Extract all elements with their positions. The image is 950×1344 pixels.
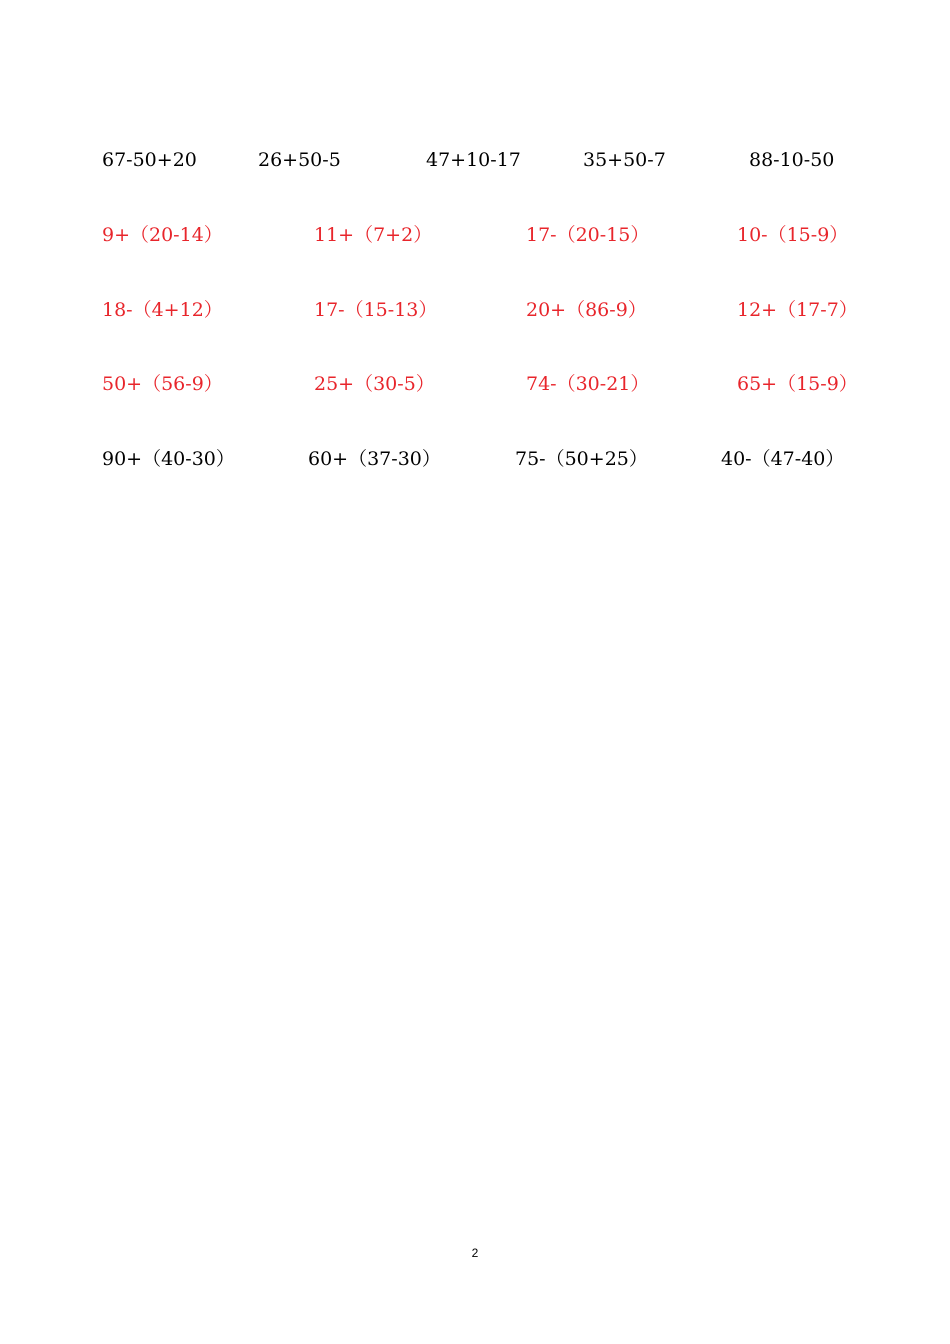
page-number: 2 (471, 1246, 479, 1260)
exercise-item: 17-（15-13） (314, 299, 438, 321)
exercise-item: 35+50-7 (583, 149, 666, 171)
exercise-item: 88-10-50 (749, 149, 835, 171)
exercise-row-1 (0, 145, 950, 175)
exercise-item: 50+（56-9） (102, 373, 223, 395)
exercise-item: 65+（15-9） (737, 373, 858, 395)
exercise-item: 9+（20-14） (102, 224, 223, 246)
exercise-item: 10-（15-9） (737, 224, 849, 246)
exercise-item: 12+（17-7） (737, 299, 858, 321)
exercise-item: 90+（40-30） (102, 448, 235, 470)
exercise-item: 26+50-5 (258, 149, 341, 171)
exercise-item: 40-（47-40） (721, 448, 845, 470)
exercise-item: 25+（30-5） (314, 373, 435, 395)
exercise-item: 47+10-17 (426, 149, 521, 171)
exercise-row-2 (0, 220, 950, 250)
exercise-item: 20+（86-9） (526, 299, 647, 321)
exercise-item: 60+（37-30） (308, 448, 441, 470)
exercise-item: 18-（4+12） (102, 299, 223, 321)
exercise-row-4 (0, 369, 950, 399)
exercise-row-3 (0, 295, 950, 325)
exercise-item: 17-（20-15） (526, 224, 650, 246)
exercise-item: 74-（30-21） (526, 373, 650, 395)
exercise-item: 75-（50+25） (515, 448, 648, 470)
exercise-row-5 (0, 444, 950, 474)
exercise-item: 67-50+20 (102, 149, 197, 171)
exercise-item: 11+（7+2） (314, 224, 433, 246)
